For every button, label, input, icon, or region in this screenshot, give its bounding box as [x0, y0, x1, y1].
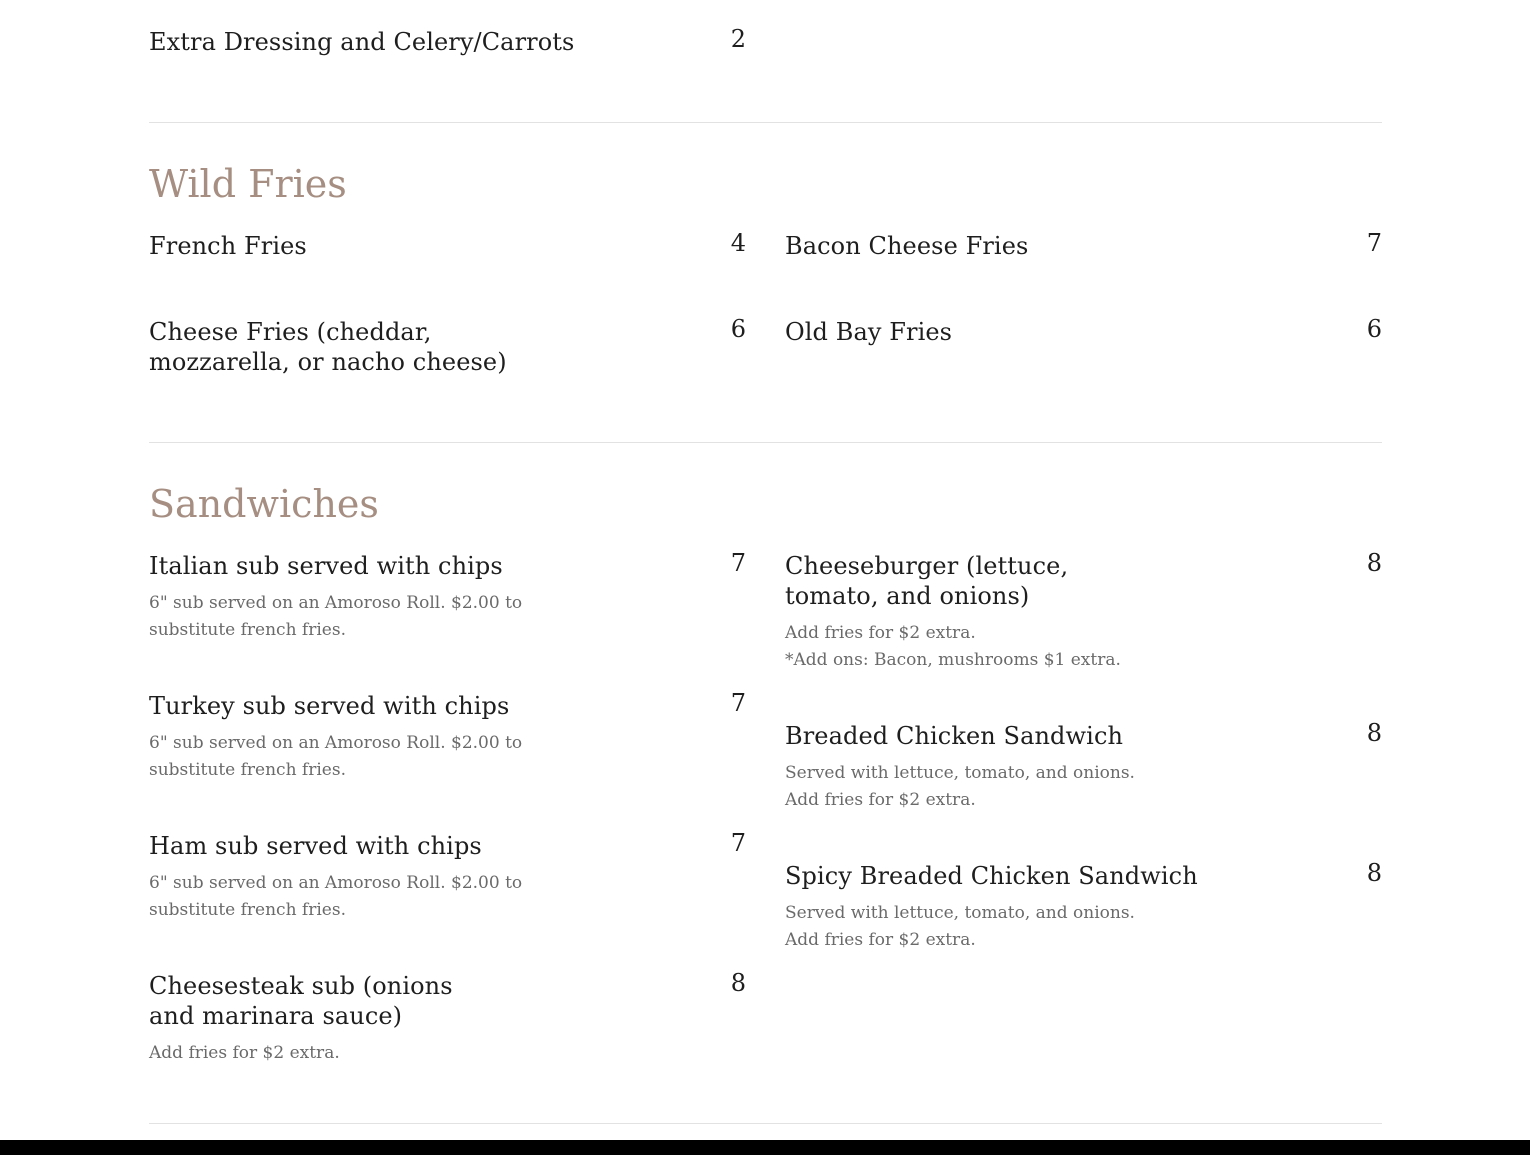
menu-item-description: Served with lettuce, tomato, and onions. [785, 763, 1135, 783]
menu-item-description: *Add ons: Bacon, mushrooms $1 extra. [785, 650, 1121, 670]
menu-item-description: Served with lettuce, tomato, and onions. [785, 903, 1135, 923]
menu-item-price: 8 [1366, 719, 1382, 747]
section-divider [149, 122, 1382, 123]
menu-item-description: Add fries for $2 extra. [149, 1043, 340, 1063]
menu-item-name: Spicy Breaded Chicken Sandwich [785, 862, 1198, 890]
menu-item-name: Ham sub served with chips [149, 832, 482, 860]
menu-item-name: Cheesesteak sub (onions and marinara sauce) [149, 972, 453, 1030]
menu-item-name: Turkey sub served with chips [149, 692, 510, 720]
section-heading-wild-fries: Wild Fries [149, 162, 347, 206]
section-divider [149, 1123, 1382, 1124]
menu-item-name: Old Bay Fries [785, 318, 953, 346]
menu-item-name: Italian sub served with chips [149, 552, 503, 580]
menu-item-name: Cheeseburger (lettuce, tomato, and onions) [785, 552, 1069, 610]
menu-item-price: 7 [730, 829, 746, 857]
menu-item-description: Add fries for $2 extra. [785, 930, 976, 950]
menu-item-price: 8 [730, 969, 746, 997]
menu-item-name: Cheese Fries (cheddar, mozzarella, or nacho cheese) [149, 318, 507, 376]
section-divider [149, 442, 1382, 443]
menu-item-price: 8 [1366, 549, 1382, 577]
menu-item-price: 7 [730, 549, 746, 577]
menu-item-price: 4 [730, 229, 746, 257]
footer-bar [0, 1140, 1530, 1155]
section-heading-sandwiches: Sandwiches [149, 482, 379, 526]
menu-item-description: 6" sub served on an Amoroso Roll. $2.00 to substitute french fries. [149, 873, 523, 920]
menu-item-price: 8 [1366, 859, 1382, 887]
menu-item-description: Add fries for $2 extra. [785, 623, 976, 643]
menu-item-description: 6" sub served on an Amoroso Roll. $2.00 to substitute french fries. [149, 593, 523, 640]
menu-item-name: Extra Dressing and Celery/Carrots [149, 28, 575, 56]
menu-item-price: 6 [730, 315, 746, 343]
menu-item-description: Add fries for $2 extra. [785, 790, 976, 810]
menu-item-price: 7 [1366, 229, 1382, 257]
menu-item-name: French Fries [149, 232, 307, 260]
menu-item-name: Bacon Cheese Fries [785, 232, 1029, 260]
menu-item-price: 2 [730, 25, 746, 53]
menu-item-price: 6 [1366, 315, 1382, 343]
menu-item-description: 6" sub served on an Amoroso Roll. $2.00 to substitute french fries. [149, 733, 523, 780]
menu-item-price: 7 [730, 689, 746, 717]
menu-item-name: Breaded Chicken Sandwich [785, 722, 1124, 750]
